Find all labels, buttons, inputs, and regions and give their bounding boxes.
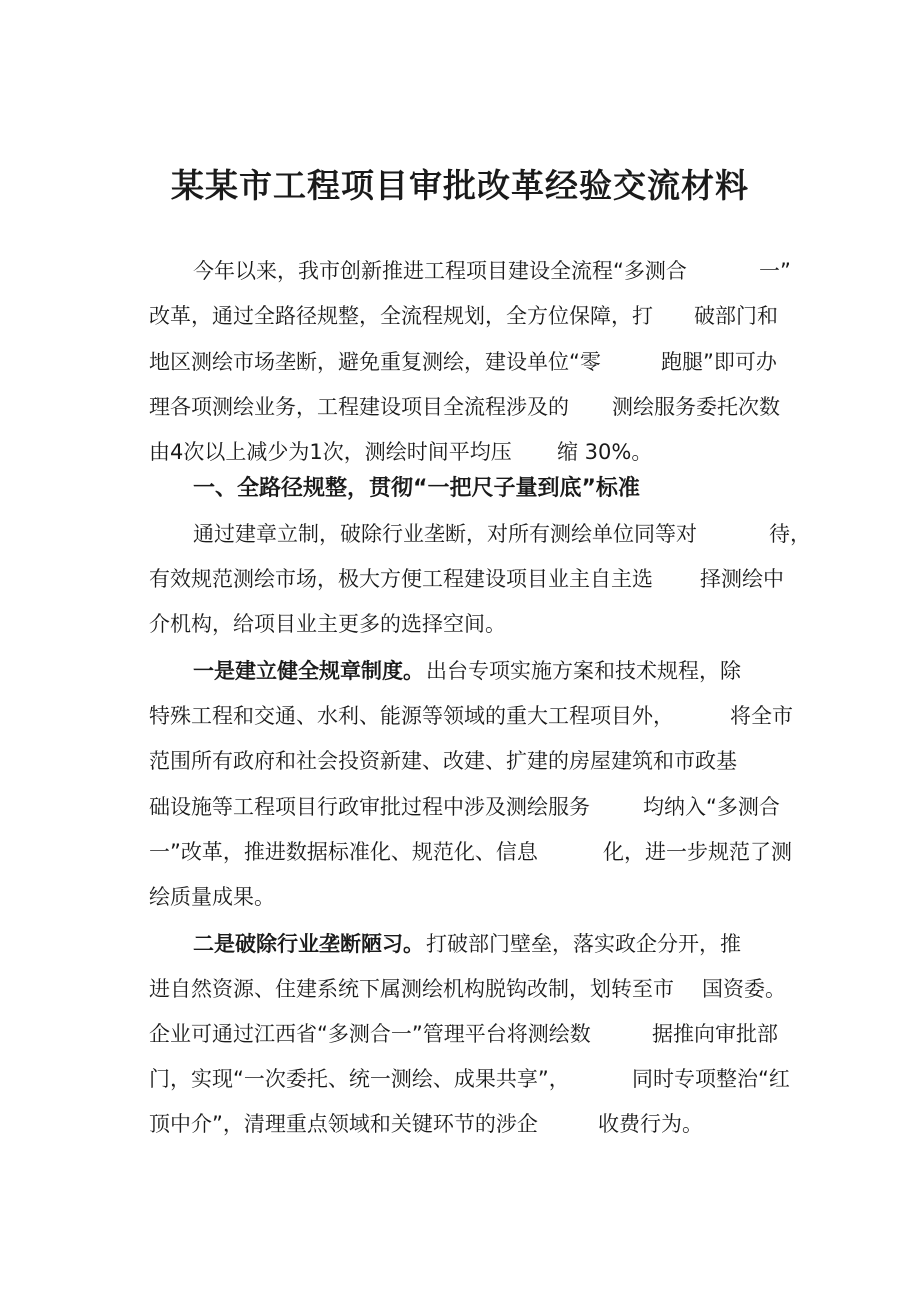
text-fragment: 筑和市政基 — [632, 749, 737, 773]
intro-line-3 — [0, 342, 920, 382]
text-fragment: 缩 30%。 — [557, 440, 653, 464]
text-fragment: 打破部门壁垒，落实政企分开，推 — [426, 932, 741, 956]
section1-line-1 — [0, 514, 920, 554]
text-fragment: 出台专项实施方案和技术规程，除 — [426, 659, 741, 683]
point2-line-4 — [0, 1059, 920, 1099]
section-heading-1 — [0, 469, 920, 509]
point1-line-4 — [0, 787, 920, 827]
text-fragment: 理各项测绘业务，工程建设项目全流程涉及的 — [149, 395, 569, 419]
text-fragment: 将全市 — [730, 704, 793, 728]
point1-line-1 — [0, 651, 920, 691]
text-fragment: 由4次以上减少为1次，测绘时间平均压 — [149, 440, 512, 464]
text-fragment: 绘质量成果。 — [149, 885, 275, 909]
point1-line-6 — [0, 877, 920, 917]
text-fragment: 特殊工程和交通、水利、能源等领域的重大工程项目外， — [149, 704, 674, 728]
document-title: 某某市工程项目审批改革经验交流材料 — [171, 166, 749, 205]
point2-line-2 — [0, 969, 920, 1009]
intro-line-2 — [0, 296, 920, 336]
text-fragment: 介机构，给项目业主更多的选择空间。 — [149, 612, 506, 636]
text-fragment: 据推向审批部 — [652, 1022, 778, 1046]
point2-line-5 — [0, 1104, 920, 1144]
text-fragment: 通过建章立制，破除行业垄断，对所有测绘单位同等对 — [193, 522, 697, 546]
text-fragment: 收费行为。 — [598, 1112, 703, 1136]
text-fragment: 门，实现“一次委托、统一测绘、成果共享”， — [149, 1067, 570, 1091]
text-fragment: 地区测绘市场垄断，避免重复测绘，建设单位“零 — [149, 350, 601, 374]
point-lead: 二是破除行业垄断陋习。 — [193, 932, 424, 956]
intro-line-4 — [0, 387, 920, 427]
text-fragment: 有效规范测绘市场，极大方便工程建设项目业主自主选 — [149, 567, 653, 591]
text-fragment: 待， — [769, 522, 811, 546]
point1-line-3 — [0, 741, 920, 781]
point2-line-1 — [0, 924, 920, 964]
text-fragment: 础设施等工程项目行政审批过程中涉及测绘服务 — [149, 795, 590, 819]
text-fragment: 一”改革，推进数据标准化、规范化、信息 — [149, 840, 538, 864]
point2-line-3 — [0, 1014, 920, 1054]
text-fragment: 今年以来，我市创新推进工程项目建设全流程“多测合 — [193, 259, 687, 283]
text-fragment: 化，进一步规范了测 — [603, 840, 792, 864]
text-fragment: 测绘服务委托次数 — [612, 395, 780, 419]
text-fragment: 进自然资源、住建系统下属测绘机构脱钩改制，划转至市 — [149, 977, 674, 1001]
text-fragment: 同时专项整治“红 — [632, 1067, 790, 1091]
intro-line-5 — [0, 432, 920, 472]
point1-line-5 — [0, 832, 920, 872]
text-fragment: 国资委。 — [702, 977, 786, 1001]
point1-line-2 — [0, 696, 920, 736]
text-fragment: 跑腿”即可办 — [661, 350, 777, 374]
section-heading-text: 一、全路径规整，贯彻“一把尺子量到底”标准 — [193, 476, 640, 501]
text-fragment: 顶中介”，清理重点领域和关键环节的涉企 — [149, 1112, 538, 1136]
text-fragment: 择测绘中 — [700, 567, 784, 591]
text-fragment: 一” — [759, 259, 791, 283]
section1-line-2 — [0, 559, 920, 599]
text-fragment: 改革，通过全路径规整，全流程规划，全方位保障，打 — [149, 304, 653, 328]
text-fragment: 范围所有政府和社会投资新建、改建、扩建的房屋建 — [149, 749, 632, 773]
text-fragment: 均纳入“多测合 — [643, 795, 780, 819]
intro-line-1 — [0, 251, 920, 291]
section1-line-3 — [0, 604, 920, 644]
text-fragment: 企业可通过江西省“多测合一”管理平台将测绘数 — [149, 1022, 591, 1046]
point-lead: 一是建立健全规章制度。 — [193, 659, 424, 683]
text-fragment: 破部门和 — [694, 304, 778, 328]
